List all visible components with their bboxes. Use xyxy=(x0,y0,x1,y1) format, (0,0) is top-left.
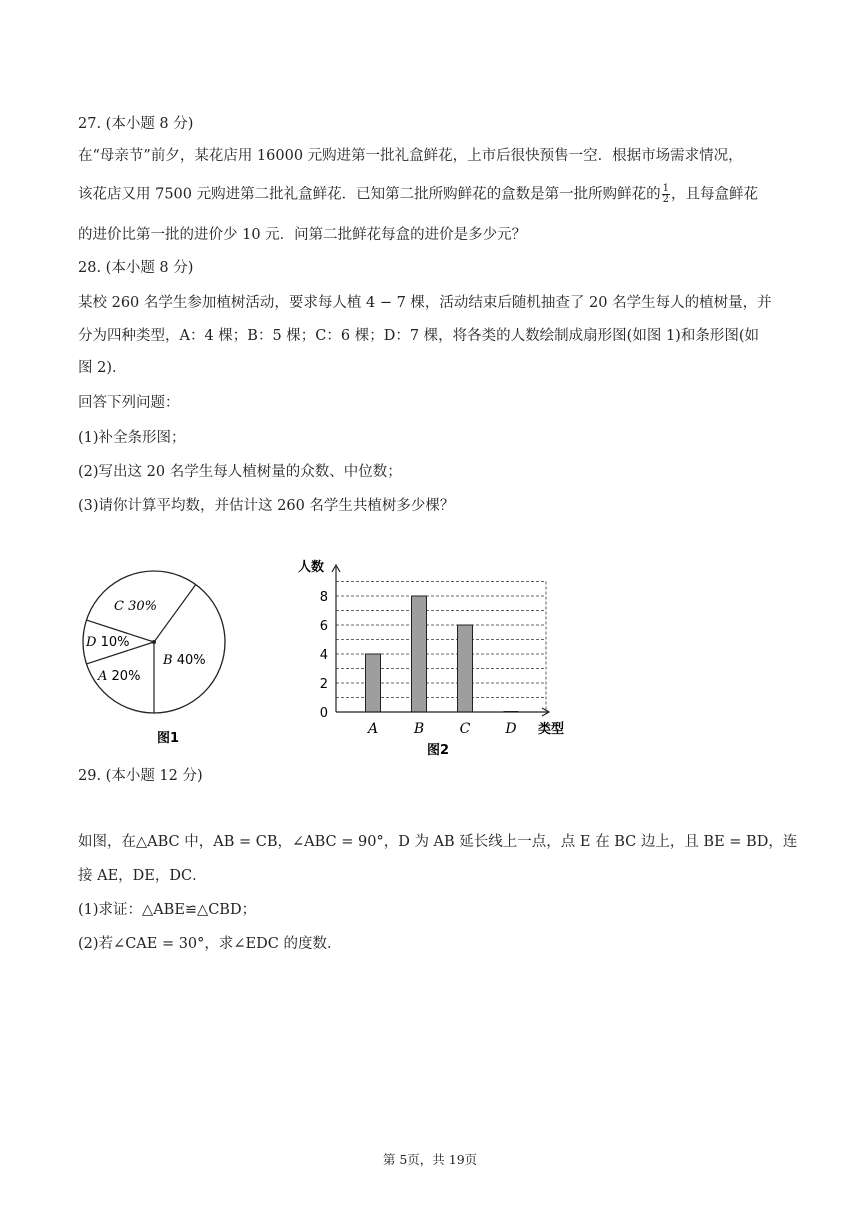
q27-line-2-pre: 该花店又用 7500 元购进第二批礼盒鲜花．已知第二批所购鲜花的盒数是第一批所购鲜花的 xyxy=(78,186,661,203)
q27-line-1: 在“母亲节”前夕，某花店用 16000 元购进第一批礼盒鲜花，上市后很快预售一空．根据市场需求情况， xyxy=(78,148,743,164)
q28-header: 28. (本小题 8 分) xyxy=(78,260,194,276)
q28-line-1: 某校 260 名学生参加植树活动，要求每人植 4 − 7 棵，活动结束后随机抽查了 20 名学生每人的植树量，并 xyxy=(78,295,772,311)
q28-part-1: (1)补全条形图； xyxy=(78,430,186,446)
bar-caption: 图2 xyxy=(426,743,450,758)
pie-center xyxy=(152,640,156,644)
q27-line-2-post: ，且每盒鲜花 xyxy=(671,186,758,203)
ytick-label: 2 xyxy=(319,677,328,692)
bar-xticks xyxy=(366,721,517,737)
ytick-label: 8 xyxy=(319,590,328,605)
q29-header: 29. (本小题 12 分) xyxy=(78,768,203,784)
q29-part-2: (2)若∠CAE = 30°，求∠EDC 的度数． xyxy=(78,936,342,952)
q27-line-2 xyxy=(78,184,758,205)
q28-line-2: 分为四种类型，A：4 棵；B：5 棵；C：6 棵；D：7 棵，将各类的人数绘制成扇形图(如图 1)和条形图(如 xyxy=(78,328,759,344)
fraction-denominator: 2 xyxy=(662,194,669,205)
bar-xlabel: 类型 xyxy=(538,722,565,737)
q28-part-3: (3)请你计算平均数，并估计这 260 名学生共植树多少棵？ xyxy=(78,498,455,514)
fraction-numerator: 1 xyxy=(662,183,669,194)
q28-part-2: (2)写出这 20 名学生每人植树量的众数、中位数； xyxy=(78,464,402,480)
bar-c xyxy=(458,625,473,712)
ytick-label: 6 xyxy=(319,619,328,634)
ytick-label: 0 xyxy=(319,706,328,721)
xtick-label: C xyxy=(459,721,471,737)
q27-line-3: 的进价比第一批的进价少 10 元．问第二批鲜花每盒的进价是多少元？ xyxy=(78,227,527,243)
q28-line-3: 图 2)． xyxy=(78,360,127,376)
bar-chart xyxy=(290,555,580,760)
pie-label-c: C 30% xyxy=(114,599,157,614)
pie-chart xyxy=(70,560,245,750)
fraction xyxy=(662,184,670,205)
bar-ylabel: 人数 xyxy=(298,560,325,575)
pie-label-a: A 20% xyxy=(98,669,141,684)
q29-line-1: 如图，在△ABC 中，AB = CB，∠ABC = 90°，D 为 AB 延长线上一点，点 E 在 BC 边上，且 BE = BD，连 xyxy=(78,834,798,850)
ytick-label: 4 xyxy=(319,648,328,663)
q29-line-2: 接 AE，DE，DC． xyxy=(78,868,207,884)
page-footer: 第 5页，共 19页 xyxy=(382,1152,478,1167)
bar-b xyxy=(412,596,427,712)
q29-part-1: (1)求证：△ABE≌△CBD； xyxy=(78,902,257,918)
bar-yticks xyxy=(320,590,328,721)
q28-prompt: 回答下列问题： xyxy=(78,395,180,411)
pie-divider-c xyxy=(154,585,196,642)
pie-label-d: D 10% xyxy=(86,635,130,650)
bar-a xyxy=(366,654,381,712)
pie-label-b: B 40% xyxy=(163,653,206,668)
xtick-label: B xyxy=(413,721,425,737)
xtick-label: A xyxy=(367,721,379,737)
xtick-label: D xyxy=(505,721,517,737)
pie-caption: 图1 xyxy=(156,731,180,746)
q27-header: 27. (本小题 8 分) xyxy=(78,116,194,132)
